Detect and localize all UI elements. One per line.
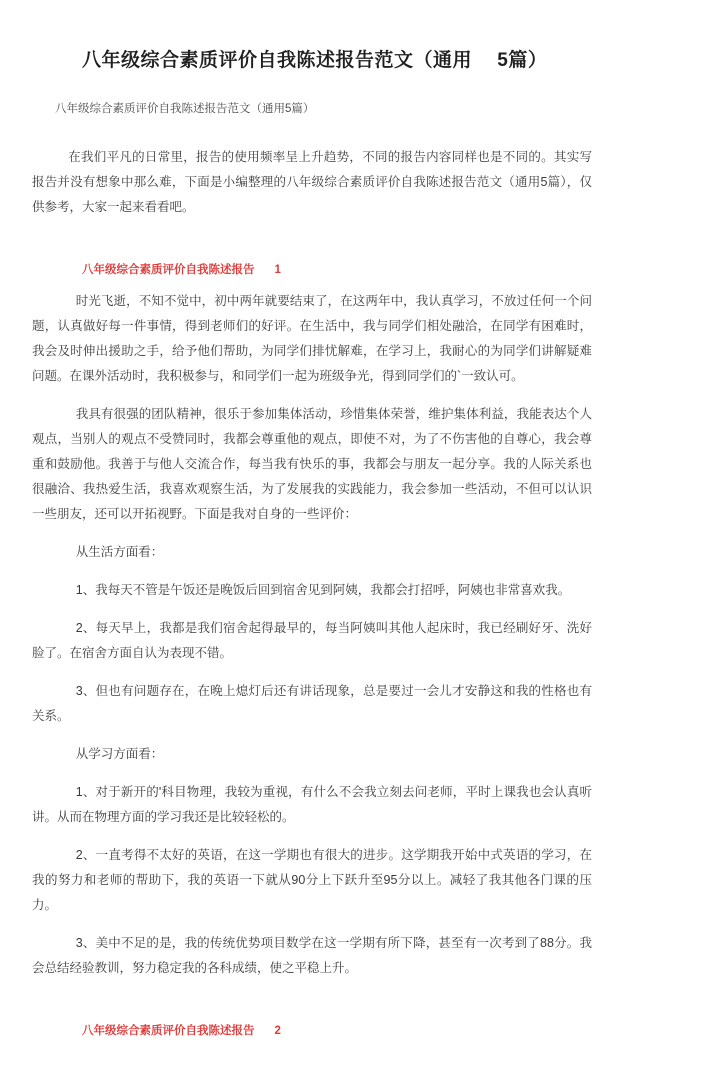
- document-page: [0, 48, 720, 1066]
- document-sections: [32, 262, 592, 1039]
- paragraph: 我具有很强的团队精神，很乐于参加集体活动，珍惜集体荣誉，维护集体利益，我能表达个人观点，当别人的观点不受赞同时，我都会尊重他的观点，即使不对，为了不伤害他的自尊心，我会尊重和鼓励他。我善于与他人交流合作，每当我有快乐的事，我都会与朋友一起分享。我的人际关系也很融洽、我热爱生活，我喜欢观察生活，为了发展我的实践能力，我会参加一些活动，不但可以认识一些朋友，还可以开拓视野。下面是我对自身的一些评价：: [32, 407, 592, 521]
- section-heading: [82, 262, 592, 278]
- document-content: [32, 145, 592, 1039]
- paragraph: 1、我每天不管是午饭还是晚饭后回到宿舍见到阿姨，我都会打招呼，阿姨也非常喜欢我。: [75, 583, 571, 597]
- paragraph: 3、美中不足的是，我的传统优势项目数学在这一学期有所下降，甚至有一次考到了88分。我会总结经验教训，努力稳定我的各科成绩，使之平稳上升。: [32, 936, 592, 975]
- paragraph: 从生活方面看：: [75, 545, 164, 559]
- paragraph: 2、一直考得不太好的英语，在这一学期也有很大的进步。这学期我开始中式英语的学习，在我的努力和老师的帮助下，我的英语一下就从90分上下跃升至95分以上。减轻了我其他各门课的压力。: [32, 848, 592, 912]
- section-heading-text: 八年级综合素质评价自我陈述报告: [82, 264, 255, 276]
- paragraph: 时光飞逝，不知不觉中，初中两年就要结束了，在这两年中，我认真学习，不放过任何一个问题，认真做好每一件事情，得到老师们的好评。在生活中，我与同学们相处融洽，在同学有困难时，我会及时伸出援助之手，给予他们帮助，为同学们排忧解难，在学习上，我耐心的为同学们讲解疑难问题。在课外活动时，我积极参与，和同学们一起为班级争光，得到同学们的`一致认可。: [32, 294, 592, 383]
- section-heading-number: 2: [274, 1025, 281, 1037]
- paragraph: 2、每天早上，我都是我们宿舍起得最早的，每当阿姨叫其他人起床时，我已经刷好牙、洗好脸了。在宿舍方面自认为表现不错。: [32, 621, 592, 660]
- intro-paragraph: 在我们平凡的日常里，报告的使用频率呈上升趋势，不同的报告内容同样也是不同的。其实写报告并没有想象中那么难，下面是小编整理的八年级综合素质评价自我陈述报告范文（通用5篇），仅供参考，大家一起来看看吧。: [32, 150, 592, 214]
- section-heading-text: 八年级综合素质评价自我陈述报告: [82, 1025, 255, 1037]
- section-heading-number: 1: [274, 264, 281, 276]
- paragraph: 1、对于新开的'科目物理，我较为重视，有什么不会我立刻去问老师，平时上课我也会认真听讲。从而在物理方面的学习我还是比较轻松的。: [32, 785, 592, 824]
- paragraph: 3、但也有问题存在，在晚上熄灯后还有讲话现象，总是要过一会儿才安静这和我的性格也有关系。: [32, 684, 592, 723]
- section-heading: [82, 1023, 592, 1039]
- document-title: 八年级综合素质评价自我陈述报告范文（通用 5篇）: [82, 50, 548, 71]
- document-subtitle: 八年级综合素质评价自我陈述报告范文（通用5篇）: [55, 103, 315, 115]
- paragraph: 从学习方面看：: [75, 747, 164, 761]
